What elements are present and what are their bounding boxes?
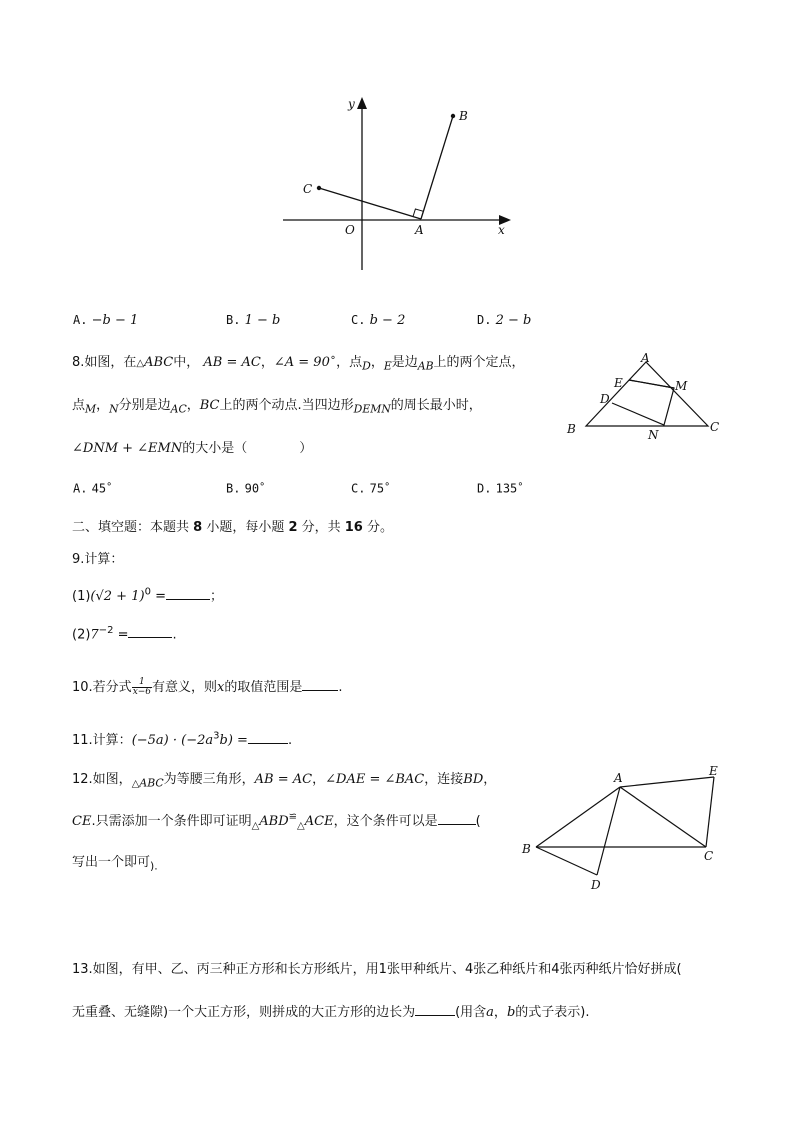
label-a: A (614, 771, 623, 785)
q12-line-2: CE.只需添加一个条件即可证明$_\triangle ABD^≌_\triangle ACE$，这个条件可以是 ( (72, 811, 481, 832)
q7-option-c[interactable] (351, 313, 405, 328)
section-heading: 二、填空题：本题共 8 小题，每小题 2 分，共 16 分。 (72, 520, 393, 535)
answer-blank[interactable] (302, 678, 338, 691)
label-e: E (709, 764, 718, 778)
coordinate-figure (270, 88, 530, 278)
point-c (317, 186, 321, 190)
label-a: A (641, 351, 650, 365)
segment-bd (536, 847, 597, 875)
option-letter: B. (226, 313, 241, 327)
q8-line-3: ∠DNM + ∠EMN的大小是（ ） (72, 441, 313, 456)
option-expr: −b − 1 (91, 313, 139, 328)
label-x: x (498, 223, 505, 237)
q7-option-a[interactable] (73, 313, 138, 328)
label-c: C (710, 420, 720, 434)
q12-triangle-figure (518, 762, 728, 897)
label-a: A (415, 223, 424, 237)
q7-option-b[interactable] (226, 313, 280, 328)
q10-line: 10.若分式 $\frac{1}{x-6}$ 有意义，则x的取值范围是 . (72, 677, 343, 697)
segment-ac (620, 787, 706, 847)
option-letter: A. (73, 313, 88, 327)
q13-line-2: 无重叠、无缝隙)一个大正方形，则拼成的大正方形的边长为 (用含a，b的式子表示). (72, 1005, 590, 1020)
q8-option-d[interactable]: D. 135∘ (477, 479, 524, 496)
q12-line-1: 12.如图，$_{\triangle ABC}$为等腰三角形，AB = AC，∠DAE = ∠BAC，连接BD， (72, 772, 497, 790)
q8-option-b[interactable]: B. 90∘ (226, 479, 266, 496)
segment-ae (620, 777, 714, 787)
segment-ca (319, 188, 421, 219)
label-n: N (648, 428, 659, 442)
answer-blank[interactable] (166, 587, 210, 600)
q9-part-1: $(1)(√2 + 1)^0$ = ； (72, 586, 223, 604)
label-b: B (459, 109, 468, 123)
q9-part-2: $(2)7^{-2}$ = . (72, 625, 177, 643)
option-letter: D. (477, 313, 492, 327)
label-c: C (704, 849, 714, 863)
segment-ec (706, 777, 714, 847)
label-c: C (303, 182, 313, 196)
q13-line-1: 13.如图，有甲、乙、丙三种正方形和长方形纸片，用1张甲种纸片、4张乙种纸片和4张丙种纸片恰好拼成( (72, 962, 682, 977)
segment-ab (421, 116, 453, 219)
answer-blank[interactable] (128, 625, 172, 638)
label-y: y (348, 97, 355, 111)
q11-line: 11.计算：$(-5a) \cdot (-2a^3b)$ = . (72, 730, 293, 748)
y-axis-arrow (357, 97, 367, 109)
q12-line-3: 写出一个即可$_{).}$ (72, 855, 158, 873)
answer-blank[interactable] (438, 812, 476, 825)
q8-option-a[interactable]: A. 45∘ (73, 479, 113, 496)
option-expr: 1 − b (244, 313, 281, 328)
label-b: B (567, 422, 576, 436)
answer-blank[interactable] (248, 731, 288, 744)
q8-line-2: 点$_M$，$_N$分别是边$_{AC}$，BC上的两个动点.当四边形$_{DEMN}$的周长最小时， (72, 398, 482, 416)
q8-option-c[interactable]: C. 75∘ (351, 479, 391, 496)
label-e: E (614, 376, 623, 390)
option-letter: C. (351, 313, 366, 327)
q7-option-d[interactable] (477, 313, 531, 328)
point-b (451, 114, 455, 118)
label-d: D (600, 392, 610, 406)
segment-ab (536, 787, 620, 847)
label-d: D (591, 878, 601, 892)
q8-triangle-figure (560, 348, 730, 443)
q8-line-1: 8.如图，在△ABC中， AB = AC，∠A = 90∘，点$_D$，$_E$是边$_{AB}$上的两个定点， (72, 352, 525, 373)
option-expr: 2 − b (495, 313, 532, 328)
answer-blank[interactable] (415, 1003, 455, 1016)
segment-ad (597, 787, 620, 875)
q9-title: 9.计算： (72, 552, 124, 567)
label-b: B (522, 842, 531, 856)
option-expr: b − 2 (369, 313, 406, 328)
label-m: M (675, 379, 688, 393)
label-o: O (345, 223, 355, 237)
fraction: $\frac{1}{x-6}$ (132, 677, 152, 697)
